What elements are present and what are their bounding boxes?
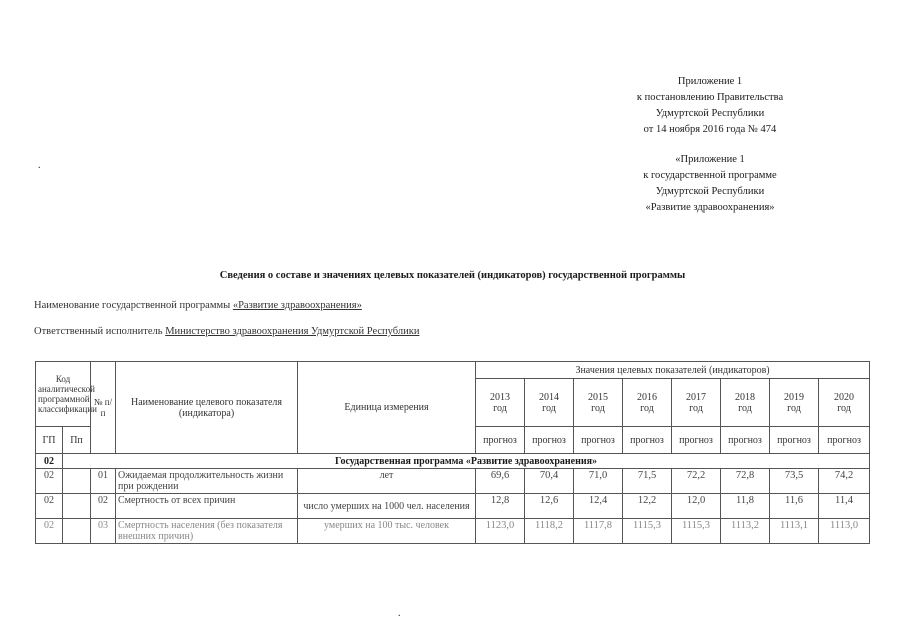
executor-label: Ответственный исполнитель xyxy=(34,326,166,337)
section-gp: 02 xyxy=(36,454,63,469)
year-header: 2015 год xyxy=(574,379,623,427)
year-header: 2020 год xyxy=(819,379,870,427)
year-header: 2017 год xyxy=(672,379,721,427)
program-name-line xyxy=(34,300,362,311)
pp-header: Пп xyxy=(63,427,91,454)
forecast-label: прогноз xyxy=(623,427,672,454)
appendix-line: Удмуртской Республики xyxy=(655,186,765,197)
year-header: 2019 год xyxy=(770,379,819,427)
forecast-label: прогноз xyxy=(525,427,574,454)
num-header: № п/п xyxy=(91,362,116,454)
year-header: 2016 год xyxy=(623,379,672,427)
forecast-label: прогноз xyxy=(721,427,770,454)
year-header: 2014 год xyxy=(525,379,574,427)
indicators-table xyxy=(35,361,870,544)
year-header: 2013 год xyxy=(476,379,525,427)
table-row: 02 01 Ожидаемая продолжительность жизни при рождении лет 69,6 70,4 71,0 71,5 72,2 72,8 73,5 74,2 xyxy=(36,469,870,494)
section-title: Государственная программа «Развитие здравоохранения» xyxy=(63,454,870,469)
unit-header: Единица измерения xyxy=(298,362,476,454)
executor-line xyxy=(34,326,419,337)
scan-speck: . xyxy=(398,608,401,619)
table-row: 02 03 Смертность населения (без показателя внешних причин) умерших на 100 тыс. человек 1123,0 1118,2 1117,8 1115,3 1115,3 1113,2 1113,1 1113,0 xyxy=(36,519,870,544)
executor-value: Министерство здравоохранения Удмуртской Республики xyxy=(165,326,420,337)
appendix-line: Удмуртской Республики xyxy=(655,108,765,119)
scan-speck: . xyxy=(38,160,41,171)
appendix-line: от 14 ноября 2016 года № 474 xyxy=(643,124,777,135)
code-header: Код аналитической программной классификации xyxy=(36,362,91,427)
appendix-line: к постановлению Правительства xyxy=(636,92,784,103)
appendix-line: «Приложение 1 xyxy=(675,154,745,165)
forecast-label: прогноз xyxy=(476,427,525,454)
name-header: Наименование целевого показателя (индикатора) xyxy=(116,362,298,454)
appendix-line: «Развитие здравоохранения» xyxy=(645,202,775,213)
program-value: «Развитие здравоохранения» xyxy=(232,300,362,311)
document-title: Сведения о составе и значениях целевых показателей (индикаторов) государственной программы xyxy=(219,270,686,281)
values-header: Значения целевых показателей (индикаторов) xyxy=(476,362,870,379)
appendix-line: к государственной программе xyxy=(643,170,777,181)
forecast-label: прогноз xyxy=(770,427,819,454)
appendix-block xyxy=(560,74,860,216)
forecast-label: прогноз xyxy=(672,427,721,454)
gp-header: ГП xyxy=(36,427,63,454)
program-label: Наименование государственной программы xyxy=(34,300,233,311)
forecast-label: прогноз xyxy=(819,427,870,454)
forecast-label: прогноз xyxy=(574,427,623,454)
table-row: 02 02 Смертность от всех причин число умерших на 1000 чел. населения 12,8 12,6 12,4 12,2 12,0 11,8 11,6 11,4 xyxy=(36,494,870,519)
year-header: 2018 год xyxy=(721,379,770,427)
appendix-line: Приложение 1 xyxy=(677,76,743,87)
